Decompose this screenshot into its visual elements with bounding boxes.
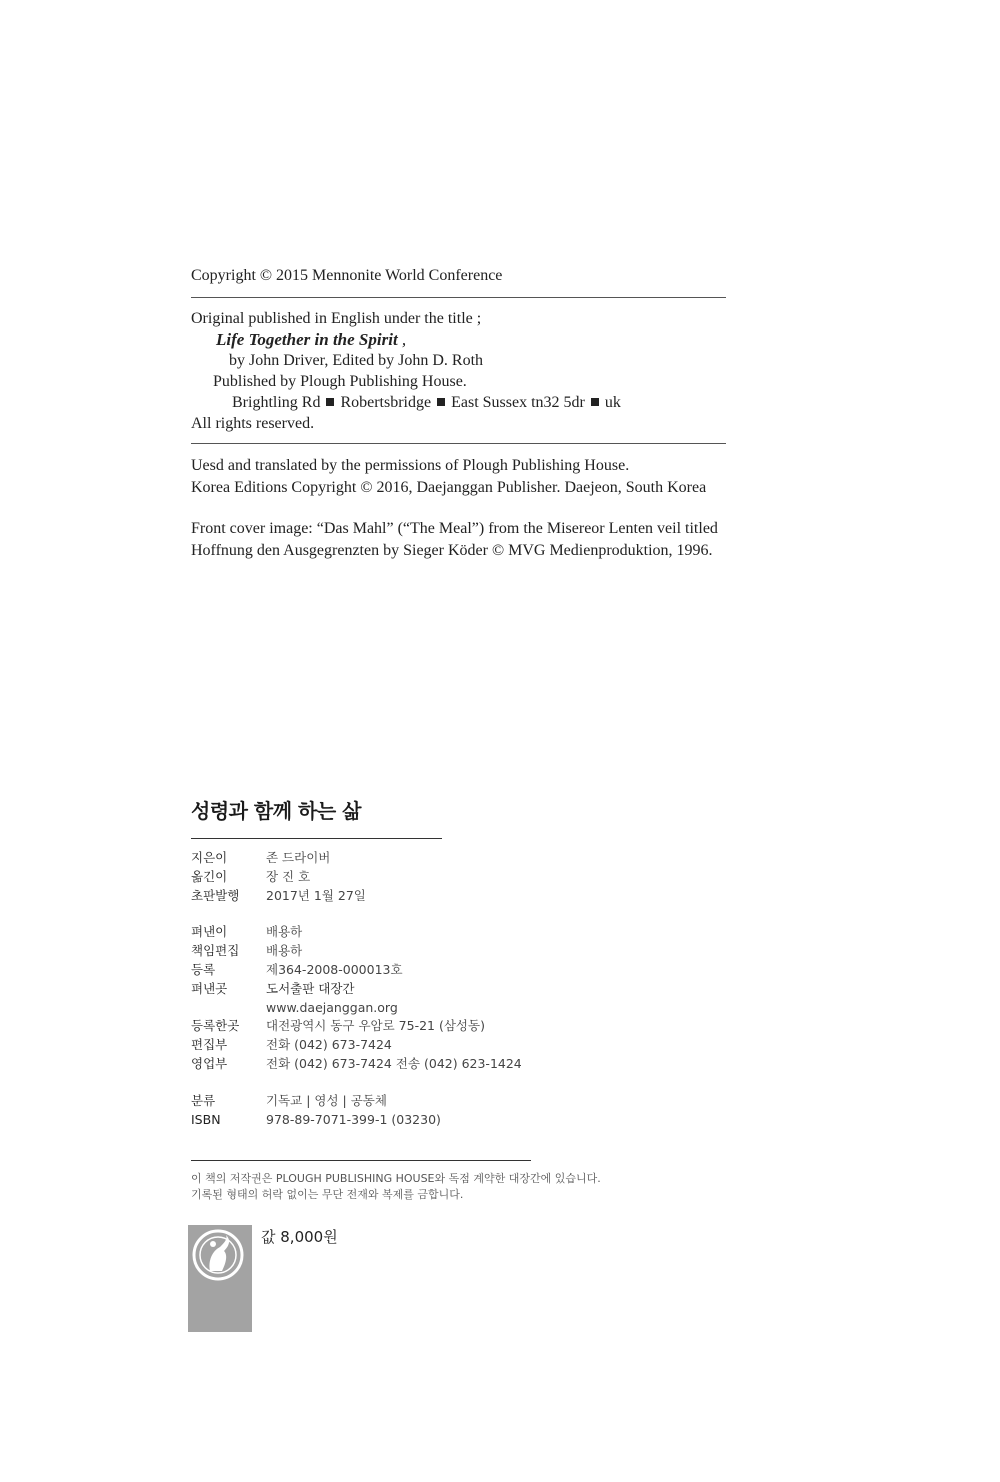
- colophon-row-registration: [191, 961, 641, 980]
- colophon-row-editorial: [191, 1036, 641, 1055]
- book-title: 성령과 함께 하는 삶: [191, 799, 361, 823]
- copyright-notice: [191, 1160, 601, 1203]
- address-part: Robertsbridge: [340, 394, 432, 411]
- row-label: 펴낸곳: [191, 980, 228, 996]
- website: www.daejanggan.org: [266, 999, 398, 1015]
- korea-edition-line: Korea Editions Copyright © 2016, Daejanggan Publisher. Daejeon, South Korea: [191, 479, 707, 496]
- row-value: 제364-2008-000013호: [266, 961, 403, 977]
- cover-credit-line: Hoffnung den Ausgegrenzten by Sieger Köder © MVG Medienproduktion, 1996.: [191, 542, 713, 559]
- row-label: 등록한곳: [191, 1018, 240, 1034]
- row-value: 도서출판 대장간: [266, 980, 355, 996]
- notice-line: 기록된 형태의 허락 없이는 무단 전재와 복제를 금합니다.: [191, 1188, 464, 1201]
- colophon-row-isbn: [191, 1111, 641, 1130]
- original-title-suffix: ,: [397, 330, 407, 349]
- row-value: 기독교 | 영성 | 공동체: [266, 1092, 387, 1108]
- original-title: [191, 329, 726, 350]
- rights-line: All rights reserved.: [191, 415, 315, 432]
- colophon-row-publisher-house: [191, 980, 641, 999]
- address-part: East Sussex tn32 5dr: [451, 394, 585, 411]
- row-label: 영업부: [191, 1055, 228, 1071]
- square-bullet-icon: [437, 398, 445, 406]
- copyright-block: [191, 265, 726, 562]
- colophon-row-translator: [191, 868, 641, 887]
- row-label: 펴낸이: [191, 924, 228, 940]
- cover-credit-line: Front cover image: “Das Mahl” (“The Meal”) from the Misereor Lenten veil titled: [191, 520, 718, 537]
- row-label: 등록: [191, 961, 216, 977]
- row-value: 978-89-7071-399-1 (03230): [266, 1111, 441, 1127]
- row-value: 전화 (042) 673-7424 전송 (042) 623-1424: [266, 1055, 522, 1071]
- permissions-line: Uesd and translated by the permissions of Plough Publishing House.: [191, 457, 630, 474]
- colophon-row-first-edition: [191, 887, 641, 906]
- row-label: 옮긴이: [191, 868, 228, 884]
- row-label: ISBN: [191, 1111, 221, 1127]
- colophon-row-sales: [191, 1055, 641, 1074]
- publisher-logo: [188, 1225, 252, 1332]
- divider: [191, 297, 726, 298]
- row-value: 장 진 호: [266, 868, 311, 884]
- row-value: 존 드라이버: [266, 850, 331, 865]
- colophon: [191, 795, 641, 1129]
- notice-line: 이 책의 저작권은 PLOUGH PUBLISHING HOUSE와 독점 계약한 대장간에 있습니다.: [191, 1172, 601, 1185]
- row-value: 대전광역시 동구 우암로 75-21 (삼성동): [266, 1018, 485, 1034]
- colophon-row-address: [191, 1017, 641, 1036]
- row-label: 지은이: [191, 850, 228, 865]
- publisher-emblem-icon: [188, 1225, 252, 1332]
- original-intro: Original published in English under the title ;: [191, 310, 482, 327]
- square-bullet-icon: [591, 398, 599, 406]
- divider: [191, 443, 726, 444]
- colophon-row-website: [191, 999, 641, 1018]
- colophon-row-publisher: [191, 923, 641, 942]
- row-label: 분류: [191, 1092, 216, 1108]
- row-value: 배용하: [266, 924, 303, 940]
- row-label: 책임편집: [191, 943, 240, 959]
- original-title-text: Life Together in the Spirit: [216, 330, 398, 349]
- row-label: 편집부: [191, 1037, 228, 1053]
- price: 값 8,000원: [261, 1228, 338, 1246]
- row-label: 초판발행: [191, 887, 240, 903]
- colophon-row-author: [191, 849, 641, 868]
- address-part: Brightling Rd: [232, 394, 321, 411]
- original-publisher: Published by Plough Publishing House.: [213, 373, 467, 390]
- original-authors: by John Driver, Edited by John D. Roth: [229, 352, 484, 369]
- address-part: uk: [604, 394, 621, 411]
- notice-divider: [191, 1160, 531, 1161]
- publisher-address: [191, 392, 726, 413]
- colophon-row-editor: [191, 942, 641, 961]
- square-bullet-icon: [326, 398, 334, 406]
- row-value: 2017년 1월 27일: [266, 887, 366, 903]
- row-value: 전화 (042) 673-7424: [266, 1037, 392, 1053]
- colophon-row-category: [191, 1092, 641, 1111]
- title-divider: [191, 838, 442, 839]
- row-value: 배용하: [266, 943, 303, 959]
- copyright-line: Copyright © 2015 Mennonite World Conference: [191, 267, 503, 284]
